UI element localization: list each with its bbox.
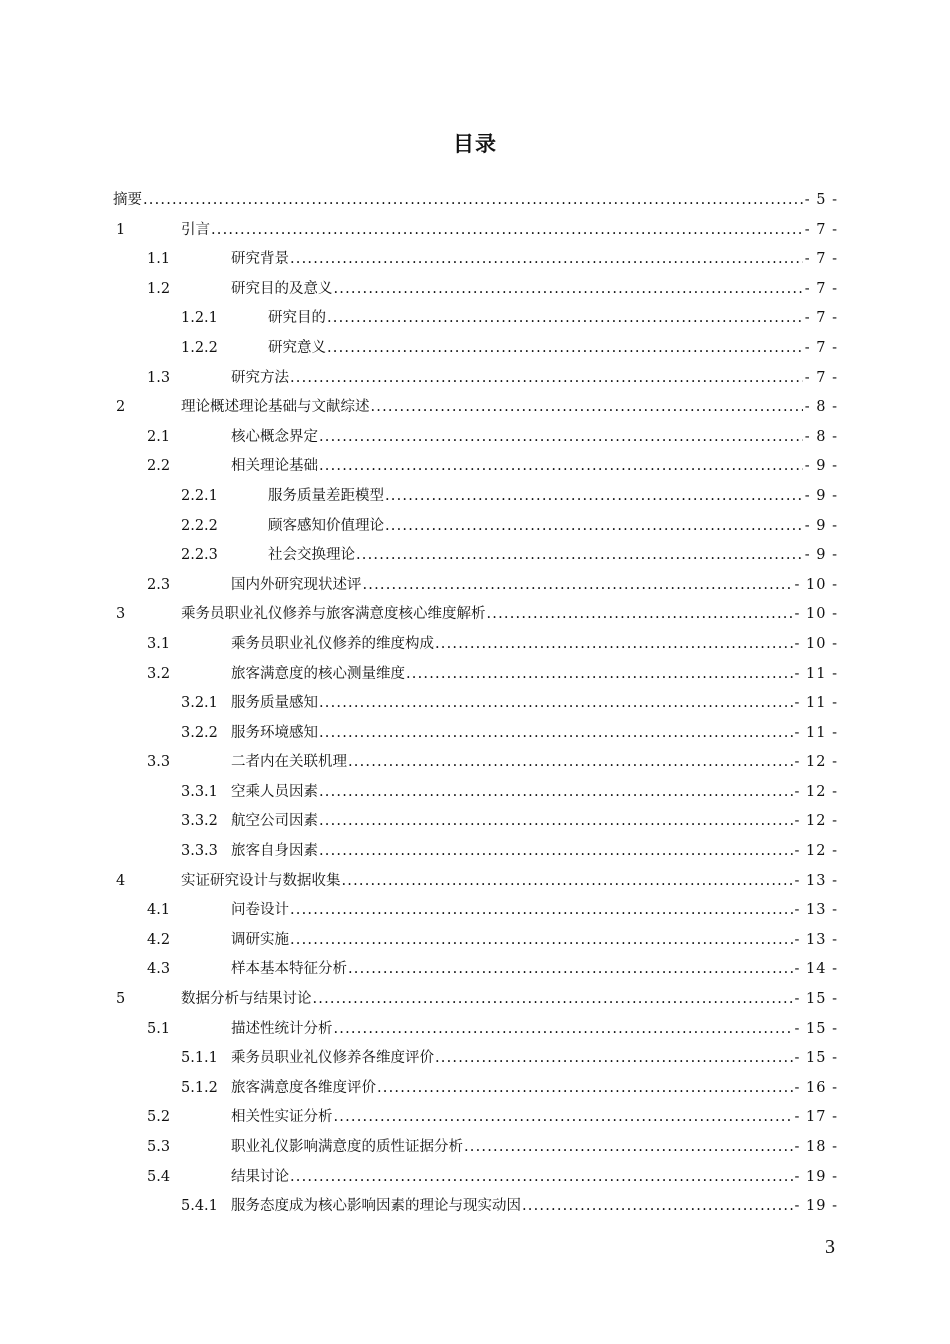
toc-entry-label: 研究方法 [231, 369, 289, 386]
toc-entry-line [231, 1044, 838, 1074]
toc-dot-leader [464, 1133, 793, 1163]
toc-entry-line [231, 423, 838, 453]
toc-entry-page: - 11 - [794, 724, 838, 741]
toc-entry-number: 2.3 [147, 576, 171, 593]
toc-entry-number: 5.2 [147, 1109, 171, 1126]
toc-dot-leader [371, 393, 803, 423]
toc-entry-label: 旅客满意度的核心测量维度 [231, 665, 405, 682]
toc-entry-page: - 9 - [804, 458, 838, 475]
toc-entry-number: 3.2.2 [181, 724, 218, 741]
toc-entry-label: 航空公司因素 [231, 813, 318, 830]
toc-entry-number: 2.1 [147, 428, 171, 445]
toc-entry[interactable] [0, 245, 950, 275]
toc-entry-number: 1.2.2 [181, 339, 218, 356]
toc-entry-label: 实证研究设计与数据收集 [181, 872, 341, 889]
toc-dot-leader [435, 1044, 793, 1074]
toc-entry-number: 5.1.1 [181, 1050, 218, 1067]
toc-entry-number: 3.2.1 [181, 695, 218, 712]
toc-entry-page: - 10 - [794, 606, 838, 623]
toc-entry-number: 2.2.3 [181, 547, 218, 564]
toc-entry-page: - 19 - [794, 1198, 838, 1215]
toc-dot-leader [290, 926, 793, 956]
toc-dot-leader [487, 600, 793, 630]
toc-entry[interactable] [0, 600, 950, 630]
toc-entry-number: 5.4 [147, 1168, 171, 1185]
toc-entry-line [231, 1074, 838, 1104]
toc-entry-page: - 7 - [804, 280, 838, 297]
toc-entry-label: 相关理论基础 [231, 458, 318, 475]
toc-entry[interactable] [0, 896, 950, 926]
toc-entry-label: 引言 [181, 221, 210, 238]
toc-entry-label: 摘要 [113, 192, 142, 208]
toc-entry-label: 研究目的及意义 [231, 280, 333, 297]
toc-dot-leader [319, 837, 793, 867]
toc-entry-number: 4.1 [147, 902, 171, 919]
toc-entry-number: 1.2.1 [181, 310, 218, 327]
toc-entry-label: 理论概述理论基础与文献综述 [181, 399, 370, 416]
toc-entry-page: - 9 - [804, 517, 838, 534]
toc-entry-label: 旅客自身因素 [231, 843, 318, 860]
toc-entry-line [231, 926, 838, 956]
toc-entry-page: - 7 - [804, 310, 838, 327]
toc-entry-line [231, 1103, 838, 1133]
toc-entry-label: 乘务员职业礼仪修养各维度评价 [231, 1050, 434, 1067]
toc-entry[interactable] [0, 512, 950, 542]
toc-entry-label: 服务质量感知 [231, 695, 318, 712]
toc-entry-line [231, 1133, 838, 1163]
toc-entry[interactable] [0, 1163, 950, 1193]
toc-entry-line [231, 571, 838, 601]
toc-entry[interactable] [0, 1044, 950, 1074]
toc-entry-page: - 18 - [794, 1139, 838, 1155]
toc-entry-line [181, 393, 838, 423]
toc-entry-line [231, 245, 838, 275]
toc-entry[interactable] [0, 630, 950, 660]
toc-dot-leader [342, 867, 793, 897]
toc-entry-line [231, 837, 838, 867]
toc-entry-line [231, 1163, 838, 1193]
toc-entry[interactable] [0, 364, 950, 394]
toc-dot-leader [319, 807, 793, 837]
toc-entry-page: - 9 - [804, 487, 838, 504]
toc-entry-line [181, 985, 838, 1015]
toc-entry-page: - 17 - [794, 1109, 838, 1126]
toc-entry-number: 2.2 [147, 458, 171, 475]
toc-entry-line [268, 304, 838, 334]
toc-entry[interactable] [0, 275, 950, 305]
toc-entry-label: 数据分析与结果讨论 [181, 991, 312, 1008]
toc-entry-page: - 5 - [804, 192, 838, 208]
toc-dot-leader [385, 512, 803, 542]
toc-entry-label: 旅客满意度各维度评价 [231, 1079, 376, 1096]
toc-entry-page: - 16 - [794, 1079, 838, 1096]
toc-entry-label: 乘务员职业礼仪修养与旅客满意度核心维度解析 [181, 606, 486, 623]
toc-entry-line [231, 896, 838, 926]
toc-entry-line [231, 1192, 838, 1222]
toc-entry-label: 研究意义 [268, 339, 326, 356]
toc-dot-leader [334, 1103, 793, 1133]
toc-entry-line [231, 955, 838, 985]
toc-dot-leader [319, 719, 793, 749]
toc-entry-line [268, 512, 838, 542]
toc-entry-label: 研究背景 [231, 251, 289, 268]
toc-entry-number: 3.3.2 [181, 813, 218, 830]
toc-entry-page: - 9 - [804, 547, 838, 564]
toc-dot-leader [290, 896, 793, 926]
toc-entry-number: 1.2 [147, 280, 171, 297]
toc-entry[interactable] [0, 955, 950, 985]
toc-entry-line [268, 541, 838, 571]
toc-dot-leader [363, 571, 793, 601]
toc-entry-number: 3.3.3 [181, 843, 218, 860]
toc-entry-page: - 15 - [794, 991, 838, 1008]
toc-entry-number: 4 [116, 872, 126, 889]
toc-entry-line [231, 719, 838, 749]
toc-entry[interactable] [0, 660, 950, 690]
toc-dot-leader [435, 630, 793, 660]
toc-entry-page: - 12 - [794, 754, 838, 771]
toc-entry-label: 相关性实证分析 [231, 1109, 333, 1126]
toc-dot-leader [319, 452, 803, 482]
toc-entry-label: 职业礼仪影响满意度的质性证据分析 [231, 1139, 463, 1155]
toc-entry-number: 3.1 [147, 635, 171, 652]
toc-entry-line [268, 334, 838, 364]
toc-entry-line [231, 660, 838, 690]
toc-entry-label: 服务环境感知 [231, 724, 318, 741]
toc-entry-page: - 10 - [794, 576, 838, 593]
toc-entry-page: - 12 - [794, 843, 838, 860]
toc-entry-line [231, 748, 838, 778]
toc-entry[interactable] [0, 571, 950, 601]
toc-entry-label: 服务质量差距模型 [268, 487, 384, 504]
toc-entry-number: 4.2 [147, 931, 171, 948]
toc-entry-page: - 15 - [794, 1020, 838, 1037]
toc-entry-page: - 19 - [794, 1168, 838, 1185]
page-number: 3 [825, 1236, 835, 1258]
toc-entry-number: 5.1.2 [181, 1079, 218, 1096]
toc-entry-number: 3.3 [147, 754, 171, 771]
toc-entry[interactable] [0, 423, 950, 453]
toc-entry-label: 空乘人员因素 [231, 783, 318, 800]
toc-entry-line [181, 216, 838, 246]
toc-entry-page: - 8 - [804, 399, 838, 416]
toc-entry-number: 3.2 [147, 665, 171, 682]
toc-dot-leader [334, 275, 803, 305]
toc-dot-leader [406, 660, 793, 690]
toc-entry[interactable] [0, 334, 950, 364]
toc-entry-number: 5.3 [147, 1139, 171, 1155]
toc-entry-label: 研究目的 [268, 310, 326, 327]
toc-entry[interactable] [0, 393, 950, 423]
toc-entry-page: - 7 - [804, 339, 838, 356]
toc-entry-label: 结果讨论 [231, 1168, 289, 1185]
toc-entry[interactable] [0, 1192, 950, 1222]
toc-entry-number: 1 [116, 221, 126, 238]
toc-entry[interactable] [0, 807, 950, 837]
toc-entry-page: - 7 - [804, 251, 838, 268]
toc-dot-leader [334, 1015, 793, 1045]
toc-entry-page: - 12 - [794, 813, 838, 830]
toc-entry-page: - 11 - [794, 695, 838, 712]
toc-entry-label: 顾客感知价值理论 [268, 517, 384, 534]
toc-entry-label: 问卷设计 [231, 902, 289, 919]
table-of-contents [0, 186, 950, 1222]
toc-entry-line [181, 600, 838, 630]
toc-entry-line [231, 807, 838, 837]
toc-dot-leader [327, 334, 803, 364]
toc-entry[interactable] [0, 748, 950, 778]
toc-entry[interactable] [0, 1103, 950, 1133]
toc-entry-page: - 14 - [794, 961, 838, 978]
toc-dot-leader [522, 1192, 793, 1222]
toc-entry-label: 描述性统计分析 [231, 1020, 333, 1037]
toc-entry[interactable] [0, 867, 950, 897]
toc-entry-page: - 8 - [804, 428, 838, 445]
page-title: 目录 [453, 132, 497, 156]
toc-entry-number: 5.4.1 [181, 1198, 218, 1215]
toc-entry-label: 样本基本特征分析 [231, 961, 347, 978]
toc-dot-leader [327, 304, 803, 334]
toc-entry-label: 国内外研究现状述评 [231, 576, 362, 593]
toc-entry-line [268, 482, 838, 512]
toc-entry-number: 2.2.1 [181, 487, 218, 504]
toc-entry[interactable] [0, 719, 950, 749]
toc-entry[interactable] [0, 1074, 950, 1104]
toc-entry-label: 调研实施 [231, 931, 289, 948]
toc-entry-line [231, 452, 838, 482]
toc-dot-leader [290, 1163, 793, 1193]
toc-entry-number: 1.3 [147, 369, 171, 386]
toc-dot-leader [348, 748, 793, 778]
toc-dot-leader [290, 364, 803, 394]
toc-entry[interactable] [0, 1015, 950, 1045]
toc-entry-number: 1.1 [147, 251, 171, 268]
toc-entry-page: - 11 - [794, 665, 838, 682]
toc-entry[interactable] [0, 837, 950, 867]
toc-entry-page: - 10 - [794, 635, 838, 652]
toc-dot-leader [385, 482, 803, 512]
toc-entry[interactable] [0, 778, 950, 808]
toc-entry[interactable] [0, 926, 950, 956]
toc-entry-line [231, 275, 838, 305]
toc-entry-number: 3 [116, 606, 126, 623]
toc-entry-line [231, 630, 838, 660]
toc-entry-number: 4.3 [147, 961, 171, 978]
toc-entry-line [231, 1015, 838, 1045]
toc-dot-leader [319, 689, 793, 719]
toc-dot-leader [211, 216, 803, 246]
toc-entry-line [231, 364, 838, 394]
toc-entry[interactable] [0, 541, 950, 571]
toc-entry-page: - 13 - [794, 872, 838, 889]
toc-entry-label: 二者内在关联机理 [231, 754, 347, 771]
toc-entry-line [231, 778, 838, 808]
toc-entry-label: 乘务员职业礼仪修养的维度构成 [231, 635, 434, 652]
toc-entry-line [181, 867, 838, 897]
toc-entry-page: - 13 - [794, 902, 838, 919]
toc-entry-label: 核心概念界定 [231, 428, 318, 445]
toc-entry[interactable] [0, 985, 950, 1015]
toc-entry-number: 5 [116, 991, 126, 1008]
toc-entry-page: - 13 - [794, 931, 838, 948]
toc-entry[interactable] [0, 186, 950, 216]
toc-dot-leader [313, 985, 793, 1015]
toc-dot-leader [319, 423, 803, 453]
toc-entry[interactable] [0, 482, 950, 512]
toc-entry[interactable] [0, 304, 950, 334]
toc-entry-line [231, 689, 838, 719]
toc-entry-number: 3.3.1 [181, 783, 218, 800]
toc-entry-line [113, 186, 838, 216]
toc-entry-number: 5.1 [147, 1020, 171, 1037]
toc-dot-leader [319, 778, 793, 808]
toc-dot-leader [377, 1074, 793, 1104]
toc-entry-label: 社会交换理论 [268, 547, 355, 564]
toc-entry[interactable] [0, 216, 950, 246]
toc-entry-page: - 7 - [804, 369, 838, 386]
toc-entry-page: - 12 - [794, 783, 838, 800]
toc-entry-number: 2 [116, 399, 126, 416]
toc-dot-leader [356, 541, 803, 571]
toc-entry-number: 2.2.2 [181, 517, 218, 534]
toc-dot-leader [143, 186, 803, 216]
toc-dot-leader [290, 245, 803, 275]
toc-entry-page: - 15 - [794, 1050, 838, 1067]
toc-entry-page: - 7 - [804, 221, 838, 238]
toc-entry[interactable] [0, 689, 950, 719]
toc-entry[interactable] [0, 1133, 950, 1163]
toc-entry-label: 服务态度成为核心影响因素的理论与现实动因 [231, 1198, 521, 1215]
toc-entry[interactable] [0, 452, 950, 482]
toc-dot-leader [348, 955, 793, 985]
